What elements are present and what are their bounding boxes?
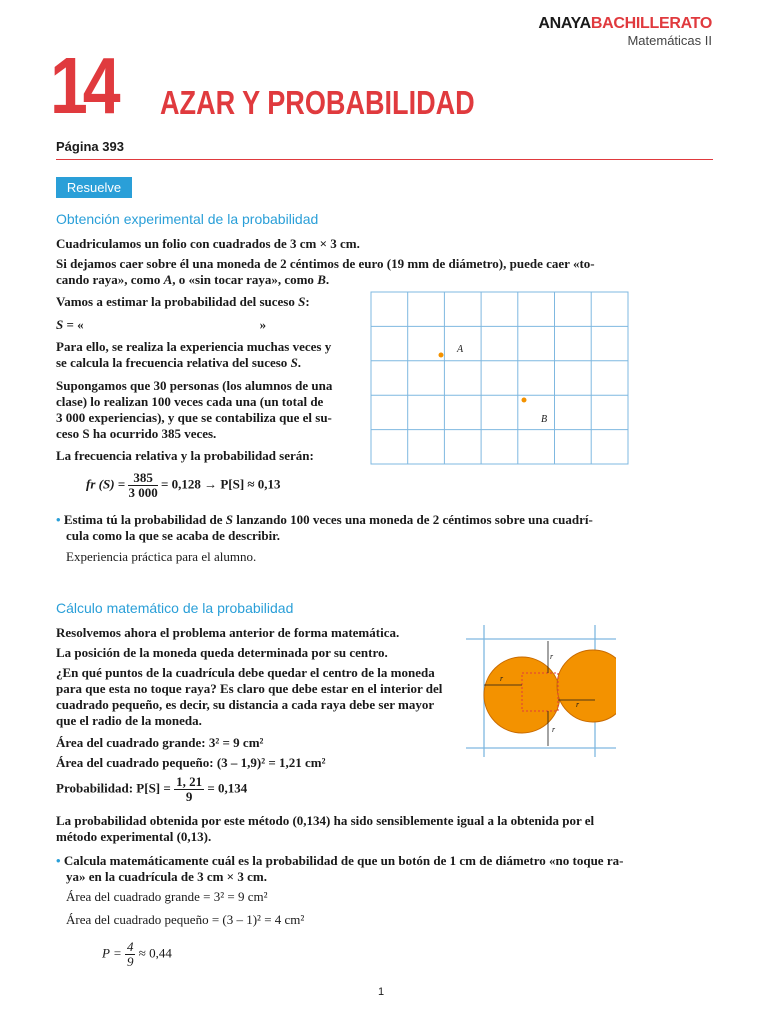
s2-paragraph-4a: La probabilidad obtenida por este método (0,134) ha sido sensiblemente igual a la obtenida por el [56, 813, 595, 828]
svg-text:r: r [500, 674, 504, 683]
event-definition: S = « » [56, 317, 267, 332]
label-a: A [457, 344, 464, 355]
header-divider [56, 159, 713, 160]
paragraph-5b: se calcula la frecuencia relativa del suceso S. [56, 355, 302, 370]
answer-experimental: Experiencia práctica para el alumno. [66, 549, 257, 564]
paragraph-2: Si dejamos caer sobre él una moneda de 2 céntimos de euro (19 mm de diámetro), puede caer «to- [56, 256, 595, 271]
svg-text:r: r [550, 652, 554, 661]
paragraph-6a: Supongamos que 30 personas (los alumnos de una [56, 378, 333, 393]
paragraph-2b: cando raya», como A, o «sin tocar raya», como B. [56, 272, 330, 287]
paragraph-1: Cuadriculamos un folio con cuadrados de 3 cm × 3 cm. [56, 236, 360, 251]
chapter-title: AZAR Y PROBABILIDAD [160, 84, 475, 121]
paragraph-5a: Para ello, se realiza la experiencia muchas veces y [56, 339, 332, 354]
s2-paragraph-2: La posición de la moneda queda determinada por su centro. [56, 645, 388, 660]
page-number: 1 [378, 986, 385, 998]
paragraph-7: La frecuencia relativa y la probabilidad serán: [56, 448, 314, 463]
brand-bachillerato: BACHILLERATO [590, 15, 712, 32]
bullet-button-a: • Calcula matemáticamente cuál es la probabilidad de que un botón de 1 cm de diámetro «no toque ra- [56, 853, 624, 868]
section-title-mathematical: Cálculo matemático de la probabilidad [56, 600, 294, 616]
s2-paragraph-3c: cuadrado pequeño, es decir, su distancia a cada raya debe ser mayor [56, 697, 435, 712]
brand-anaya: ANAYA [538, 15, 591, 32]
paragraph-6b: clase) lo realizan 100 veces cada una (un total de [56, 394, 324, 409]
answer-area-big: Área del cuadrado grande = 3² = 9 cm² [66, 889, 268, 904]
resuelve-badge: Resuelve [56, 177, 132, 198]
label-b: B [541, 414, 548, 425]
coin-b-marker [522, 398, 527, 403]
paragraph-6d: ceso S ha ocurrido 385 veces. [56, 426, 217, 441]
formula-frequency: fr (S) = $\frac{385}{3 000}$ = 0,128 → P[S] ≈ 0,13 [86, 470, 281, 500]
answer-area-small: Área del cuadrado pequeño = (3 – 1)² = 4 cm² [66, 912, 305, 927]
page-label: Página 393 [56, 139, 124, 154]
area-small-square: Área del cuadrado pequeño: (3 – 1,9)² = 1,21 cm² [56, 755, 326, 770]
svg-text:r: r [576, 700, 580, 709]
s2-paragraph-3d: que el radio de la moneda. [56, 713, 202, 728]
area-big-square: Área del cuadrado grande: 3² = 9 cm² [56, 735, 264, 750]
grid-figure [370, 291, 629, 465]
brand-logo [538, 16, 712, 47]
bullet-button-b: ya» en la cuadrícula de 3 cm × 3 cm. [66, 869, 267, 884]
bullet-estimate-b: cula como la que se acaba de describir. [66, 528, 281, 543]
svg-text:r: r [552, 725, 556, 734]
s2-paragraph-3b: para que esta no toque raya? Es claro que debe estar en el interior del [56, 681, 443, 696]
s2-paragraph-4b: método experimental (0,13). [56, 829, 212, 844]
subject-label: Matemáticas II [627, 33, 712, 48]
paragraph-3: Vamos a estimar la probabilidad del suceso S: [56, 294, 310, 309]
probability-formula: Probabilidad: P[S] = $\frac{1, 21}{9}$ = 0,134 [56, 774, 248, 804]
coin-diagram [466, 625, 616, 757]
paragraph-6c: 3 000 experiencias), y que se contabiliza que el su- [56, 410, 332, 425]
s2-paragraph-3a: ¿En qué puntos de la cuadrícula debe quedar el centro de la moneda [56, 665, 435, 680]
chapter-number: 14 [50, 41, 116, 130]
s2-paragraph-1: Resolvemos ahora el problema anterior de forma matemática. [56, 625, 400, 640]
coin-right [557, 650, 616, 722]
coin-a-marker [439, 353, 444, 358]
bullet-estimate-a: • Estima tú la probabilidad de S lanzando 100 veces una moneda de 2 céntimos sobre una cuadrí- [56, 512, 593, 527]
section-title-experimental: Obtención experimental de la probabilidad [56, 211, 319, 227]
answer-probability: P = $\frac{4}{9}$ ≈ 0,44 [102, 939, 172, 969]
